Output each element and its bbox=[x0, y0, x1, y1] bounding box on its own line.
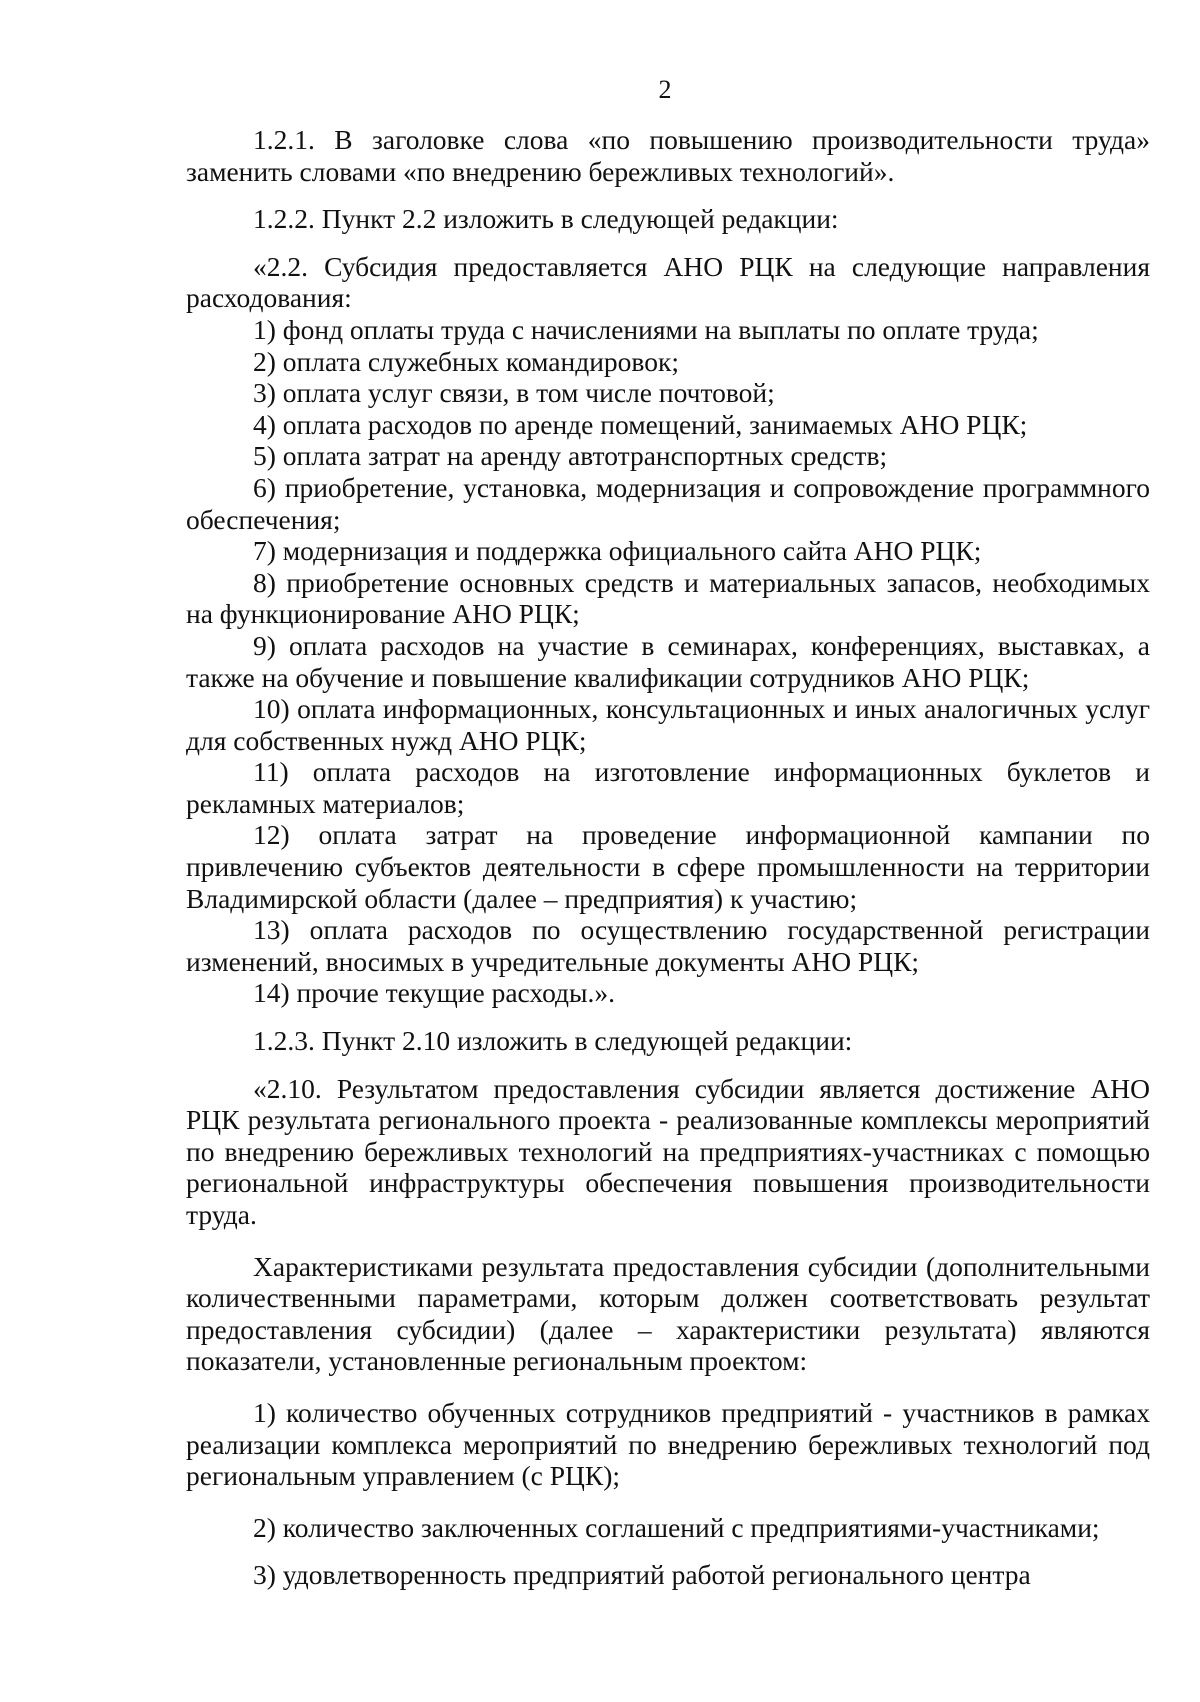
list-item-4: 4) оплата расходов по аренде помещений, занимаемых АНО РЦК; bbox=[253, 408, 1028, 440]
list-item-3: 3) оплата услуг связи, в том числе почтовой; bbox=[253, 377, 775, 409]
list-item-5: 5) оплата затрат на аренду автотранспортных средств; bbox=[253, 440, 888, 472]
paragraph-1-2-1: 1.2.1. В заголовке слова «по повышению производительности труда» заменить словами «по внедрению бережливых технологий». bbox=[186, 124, 1150, 187]
list-item-10: 10) оплата информационных, консультационных и иных аналогичных услуг для собственных нужд АНО РЦК; bbox=[186, 693, 1150, 756]
list-item-11: 11) оплата расходов на изготовление информационных буклетов и рекламных материалов; bbox=[186, 756, 1150, 819]
list-item-9: 9) оплата расходов на участие в семинарах, конференциях, выставках, а также на обучение и повышение квалификации сотрудников АНО РЦК; bbox=[186, 629, 1150, 693]
list-item-6: 6) приобретение, установка, модернизация и сопровождение программного обеспечения; bbox=[186, 471, 1150, 535]
list-item-2: 2) оплата служебных командировок; bbox=[253, 345, 679, 377]
document-body bbox=[186, 124, 1150, 1591]
list-item-1: 1) фонд оплаты труда с начислениями на выплаты по оплате труда; bbox=[253, 313, 1039, 345]
page-number: 2 bbox=[658, 75, 672, 104]
list-item-8: 8) приобретение основных средств и материальных запасов, необходимых на функционирование АНО РЦК; bbox=[186, 566, 1150, 630]
paragraph-1-2-3: 1.2.3. Пункт 2.10 изложить в следующей редакции: bbox=[253, 1025, 853, 1057]
list-item-14: 14) прочие текущие расходы.». bbox=[253, 977, 616, 1009]
list-item-13: 13) оплата расходов по осуществлению государственной регистрации изменений, вносимых в учредительные документы АНО РЦК; bbox=[186, 914, 1150, 977]
paragraph-1-2-2: 1.2.2. Пункт 2.2 изложить в следующей редакции: bbox=[253, 203, 839, 235]
list-item-7: 7) модернизация и поддержка официального сайта АНО РЦК; bbox=[253, 535, 982, 567]
indicator-item-3: 3) удовлетворенность предприятий работой регионального центра bbox=[253, 1559, 1031, 1591]
list-item-12: 12) оплата затрат на проведение информационной кампании по привлечению субъектов деятельности в сфере промышленности на территории Владимирской области (далее – предприятия) к участию; bbox=[186, 819, 1150, 914]
paragraph-2-10-result: «2.10. Результатом предоставления субсидии является достижение АНО РЦК результата регионального проекта - реализованные комплексы мероприятий по внедрению бережливых технологий на предприятиях-участниках с помощью региональной инфраструктуры обеспечения повышения производительности труда. bbox=[186, 1072, 1150, 1230]
indicator-item-2: 2) количество заключенных соглашений с предприятиями-участниками; bbox=[253, 1511, 1100, 1543]
indicator-item-1: 1) количество обученных сотрудников предприятий - участников в рамках реализации комплекса мероприятий по внедрению бережливых технологий под региональным управлением (с РЦК); bbox=[186, 1396, 1150, 1492]
paragraph-characteristics: Характеристиками результата предоставления субсидии (дополнительными количественными параметрами, которым должен соответствовать результат предоставления субсидии) (далее – характеристики результата) являются показатели, установленные региональным проектом: bbox=[186, 1250, 1150, 1377]
paragraph-2-2-intro: «2.2. Субсидия предоставляется АНО РЦК на следующие направления расходования: bbox=[186, 250, 1150, 314]
